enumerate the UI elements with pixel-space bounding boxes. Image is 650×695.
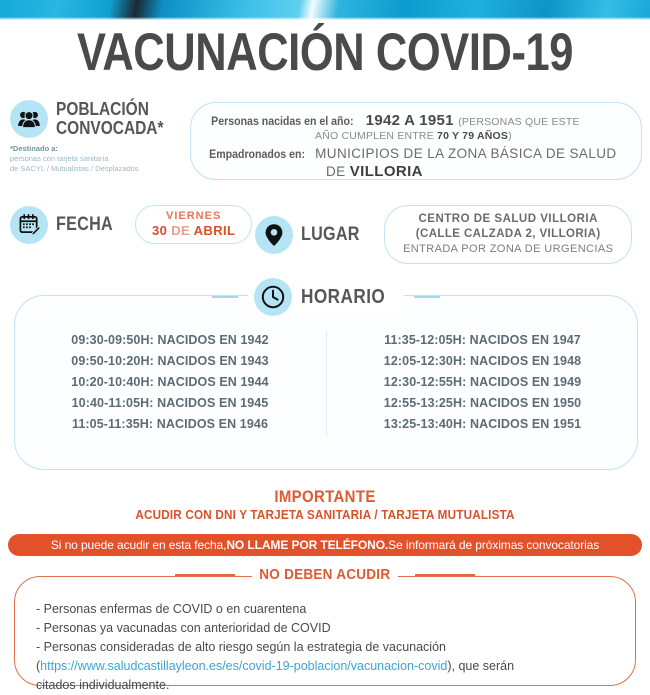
schedule-row: 09:50-10:20H: NACIDOS EN 1943 [71,354,269,368]
schedule-column-left [14,330,326,435]
schedule-row: 12:05-12:30H: NACIDOS EN 1948 [383,354,582,368]
list-item: - Personas ya vacunadas con anterioridad de COVID [36,621,331,635]
lugar-label: LUGAR [301,223,360,245]
born-year-row [205,112,627,130]
schedule-row: 10:40-11:05H: NACIDOS EN 1945 [71,396,269,410]
poblacion-details-box [190,102,642,180]
schedule-row: 13:25-13:40H: NACIDOS EN 1951 [383,417,582,431]
no-deben-acudir-title: NO DEBEN ACUDIR [252,566,397,583]
registered-zone-name: VILLORIA [349,163,423,180]
schedule-column-right [326,330,638,435]
born-year-label: Personas nacidas en el año: [211,116,354,128]
list-item-continuation [36,657,626,676]
nodeben-dash-right [415,574,475,576]
fecha-group [10,205,252,244]
no-deben-acudir-header [14,566,636,583]
poblacion-footnote [10,144,180,174]
paren-open: ( [36,659,41,673]
date-day-name: VIERNES [166,210,222,222]
date-pill [135,205,252,244]
nodeben-dash-left [175,574,235,576]
banner-part-3: Se informará de próximas convocatorias [388,538,600,552]
group-people-icon [10,100,48,138]
registered-de: DE [326,164,350,179]
schedule-columns [14,330,638,435]
map-pin-icon [255,216,293,254]
banner-part-1: Si no puede acudir en esta fecha, [50,538,227,552]
age-range-prefix: AÑO CUMPLEN ENTRE [315,130,438,142]
lugar-box [384,205,632,264]
poblacion-label-group [10,100,180,174]
header-photo-band [0,0,650,20]
date-value [152,223,235,238]
schedule-row: 12:30-12:55H: NACIDOS EN 1949 [383,375,582,389]
lugar-line-2: (CALLE CALZADA 2, VILLORIA) [415,228,601,240]
list-item [36,638,626,657]
horario-dash-right [414,296,440,298]
banner-part-2: NO LLAME POR TELÉFONO. [226,538,389,552]
registered-row [205,146,627,161]
horario-label: HORARIO [300,285,385,308]
registered-zone-line [326,163,627,180]
paren-close-text: ), que serán [447,659,515,673]
list-item-text: - Personas consideradas de alto riesgo según la estrategia de vacunación [36,640,446,654]
registered-label: Empadronados en: [209,149,305,161]
list-item: - Personas enfermas de COVID o en cuarentena [36,602,307,616]
horario-header-inner [248,278,405,316]
date-month: ABRIL [193,223,236,238]
calendar-icon [10,206,48,244]
fecha-lugar-section [10,205,642,260]
schedule-row: 11:05-11:35H: NACIDOS EN 1946 [71,417,269,431]
importante-title: IMPORTANTE [274,487,376,506]
schedule-row: 10:20-10:40H: NACIDOS EN 1944 [71,375,269,389]
no-deben-acudir-list [36,600,626,695]
year-range: 1942 A 1951 [365,112,454,129]
poblacion-convocada-section [10,100,642,188]
schedule-row: 09:30-09:50H: NACIDOS EN 1942 [71,333,269,347]
footnote-line-2: personas con tarjeta sanitaria [10,154,109,163]
age-range-line [315,130,627,142]
importante-subtitle: ACUDIR CON DNI Y TARJETA SANITARIA / TARJETA MUTUALISTA [135,507,515,522]
poblacion-title: POBLACIÓN CONVOCADA* [56,99,164,138]
no-deben-acudir-section [14,566,636,692]
date-number: 30 [151,223,172,238]
age-range-close: ) [508,130,512,142]
page-title: VACUNACIÓN COVID-19 [76,23,574,82]
horario-section [14,278,638,470]
horario-dash-left [212,296,238,298]
footnote-line-1: *Destinado a: [10,144,58,153]
date-de: DE [171,223,194,238]
no-phone-banner [8,534,642,556]
born-year-value [366,112,580,130]
horario-header [14,278,638,316]
clock-icon [254,278,292,316]
year-paren-first: (PERSONAS QUE ESTE [458,116,580,128]
lugar-line-3: ENTRADA POR ZONA DE URGENCIAS [403,243,614,255]
list-item-continuation-2: citados individualmente. [36,678,170,692]
lugar-line-1: CENTRO DE SALUD VILLORIA [418,213,598,225]
schedule-row: 12:55-13:25H: NACIDOS EN 1950 [383,396,582,410]
poblacion-header [10,100,180,138]
footnote-line-3: de SACYL / Mutualistas / Desplazados [10,164,139,173]
age-range-bold: 70 Y 79 AÑOS [437,130,509,142]
fecha-label: FECHA [56,213,113,235]
importante-section [0,487,650,524]
registered-value: MUNICIPIOS DE LA ZONA BÁSICA DE SALUD [315,146,617,161]
schedule-row: 11:35-12:05H: NACIDOS EN 1947 [384,333,581,347]
vacunacion-covid-link[interactable]: https://www.saludcastillayleon.es/es/covid-19-poblacion/vacunacion-covid [40,659,448,673]
lugar-group [255,205,632,264]
